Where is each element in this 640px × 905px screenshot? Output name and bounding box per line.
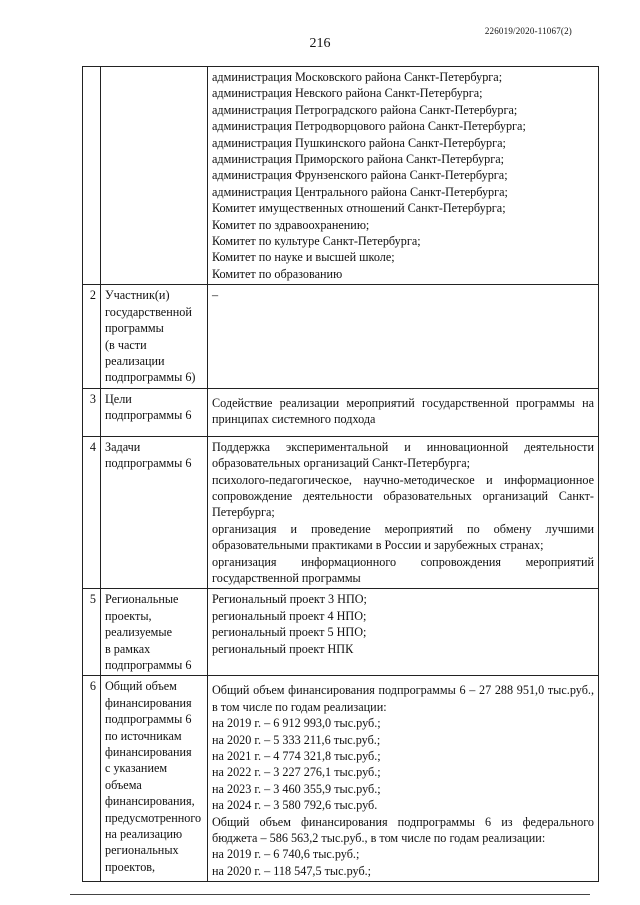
label-line: Участник(и) [105, 288, 170, 303]
task-paragraph: Поддержка экспериментальной и инновационной деятельности образовательных организаций Санкт-Петербурга; [212, 439, 594, 471]
label-line: по источникам [105, 728, 182, 743]
label-line: объема [105, 777, 142, 792]
list-item: Комитет по науке и высшей школе; [212, 250, 395, 265]
label-line: с указанием [105, 761, 168, 776]
row-number: 5 [83, 589, 101, 676]
table-row-participants [83, 285, 599, 388]
label-line: подпрограммы 6 [105, 456, 192, 471]
table-row-financing [83, 676, 599, 882]
label-line: финансирования [105, 745, 192, 760]
list-item: региональный проект 5 НПО; [212, 625, 367, 640]
label-line: реализуемые [105, 625, 172, 640]
row-value [208, 676, 599, 882]
row-value [208, 589, 599, 676]
page-bottom-rule [70, 894, 590, 895]
label-line: на реализацию [105, 827, 183, 842]
table-row-continuation [83, 67, 599, 285]
row-number: 4 [83, 436, 101, 589]
row-number: 3 [83, 388, 101, 436]
label-line: предусмотренного [105, 810, 202, 825]
row-value [208, 436, 599, 589]
list-item: администрация Невского района Санкт-Петербурга; [212, 86, 483, 101]
table-row-regional-projects [83, 589, 599, 676]
list-item: региональный проект НПК [212, 641, 354, 656]
financing-year: на 2023 г. – 3 460 355,9 тыс.руб.; [212, 781, 381, 796]
row-label [101, 589, 208, 676]
label-line: (в части [105, 337, 147, 352]
row-label [101, 285, 208, 388]
label-line: финансирования, [105, 794, 195, 809]
financing-total: Общий объем финансирования подпрограммы 6 – 27 288 951,0 тыс.руб., в том числе по годам реализации: [212, 683, 594, 714]
label-line: подпрограммы 6 [105, 408, 192, 423]
list-item: Комитет по образованию [212, 266, 343, 281]
label-line: проектов, [105, 859, 156, 874]
federal-financing-year: на 2019 г. – 6 740,6 тыс.руб.; [212, 847, 360, 862]
list-item: Комитет по здравоохранению; [212, 217, 370, 232]
financing-year: на 2020 г. – 5 333 211,6 тыс.руб.; [212, 732, 381, 747]
row-value [208, 388, 599, 436]
financing-year: на 2024 г. – 3 580 792,6 тыс.руб. [212, 798, 378, 813]
list-item: Комитет имущественных отношений Санкт-Петербурга; [212, 201, 506, 216]
label-line: подпрограммы 6) [105, 370, 196, 385]
row-label [101, 436, 208, 589]
task-paragraph: организация информационного сопровождения мероприятий государственной программы [212, 554, 594, 585]
label-line: Общий объем [105, 679, 177, 694]
label-line: государственной [105, 304, 192, 319]
row-number: 2 [83, 285, 101, 388]
table-row-goals [83, 388, 599, 436]
task-paragraph: психолого-педагогическое, научно-методическое и информационное сопровождение деятельности образовательных организаций Санкт-Петербурга; [212, 472, 594, 520]
subprogram-passport-table [82, 66, 599, 882]
row-number: 6 [83, 676, 101, 882]
goals-text: Содействие реализации мероприятий государственной программы на принципах системного подхода [212, 395, 594, 427]
financing-year: на 2021 г. – 4 774 321,8 тыс.руб.; [212, 749, 381, 764]
row-name-cell [101, 67, 208, 285]
label-line: подпрограммы 6 [105, 658, 192, 672]
label-line: Задачи [105, 439, 141, 454]
list-item: администрация Петроградского района Санкт-Петербурга; [212, 102, 518, 117]
label-line: финансирования [105, 695, 192, 710]
label-line: проекты, [105, 608, 152, 623]
label-line: Региональные [105, 592, 179, 607]
page-number: 216 [309, 36, 331, 51]
list-item: администрация Петродворцового района Санкт-Петербурга; [212, 119, 526, 134]
label-line: региональных [105, 843, 179, 858]
financing-year: на 2022 г. – 3 227 276,1 тыс.руб.; [212, 765, 381, 780]
financing-year: на 2019 г. – 6 912 993,0 тыс.руб.; [212, 716, 381, 731]
list-item: администрация Центрального района Санкт-Петербурга; [212, 184, 508, 199]
label-line: в рамках [105, 641, 151, 656]
list-item: администрация Фрунзенского района Санкт-Петербурга; [212, 168, 508, 183]
executors-list [208, 67, 599, 285]
row-label [101, 388, 208, 436]
label-line: реализации [105, 353, 165, 368]
list-item: Комитет по культуре Санкт-Петербурга; [212, 234, 421, 249]
row-label [101, 676, 208, 882]
task-paragraph: организация и проведение мероприятий по обмену лучшими образовательными практиками в России и зарубежных странах; [212, 521, 594, 553]
list-item: администрация Приморского района Санкт-Петербурга; [212, 152, 504, 167]
label-line: подпрограммы 6 [105, 712, 192, 727]
label-line: Цели [105, 391, 132, 406]
list-item: администрация Пушкинского района Санкт-Петербурга; [212, 135, 506, 150]
row-value: – [208, 285, 599, 388]
list-item: администрация Московского района Санкт-Петербурга; [212, 70, 503, 84]
table-row-tasks [83, 436, 599, 589]
federal-financing-total: Общий объем финансирования подпрограммы 6 из федерального бюджета – 586 563,2 тыс.руб., в том числе по годам реализации: [212, 814, 594, 846]
label-line: программы [105, 321, 164, 336]
row-number-cell [83, 67, 101, 285]
federal-financing-year: на 2020 г. – 118 547,5 тыс.руб.; [212, 863, 372, 878]
document-number: 226019/2020-11067(2) [484, 26, 572, 36]
list-item: Региональный проект 3 НПО; [212, 592, 367, 607]
list-item: региональный проект 4 НПО; [212, 608, 367, 623]
